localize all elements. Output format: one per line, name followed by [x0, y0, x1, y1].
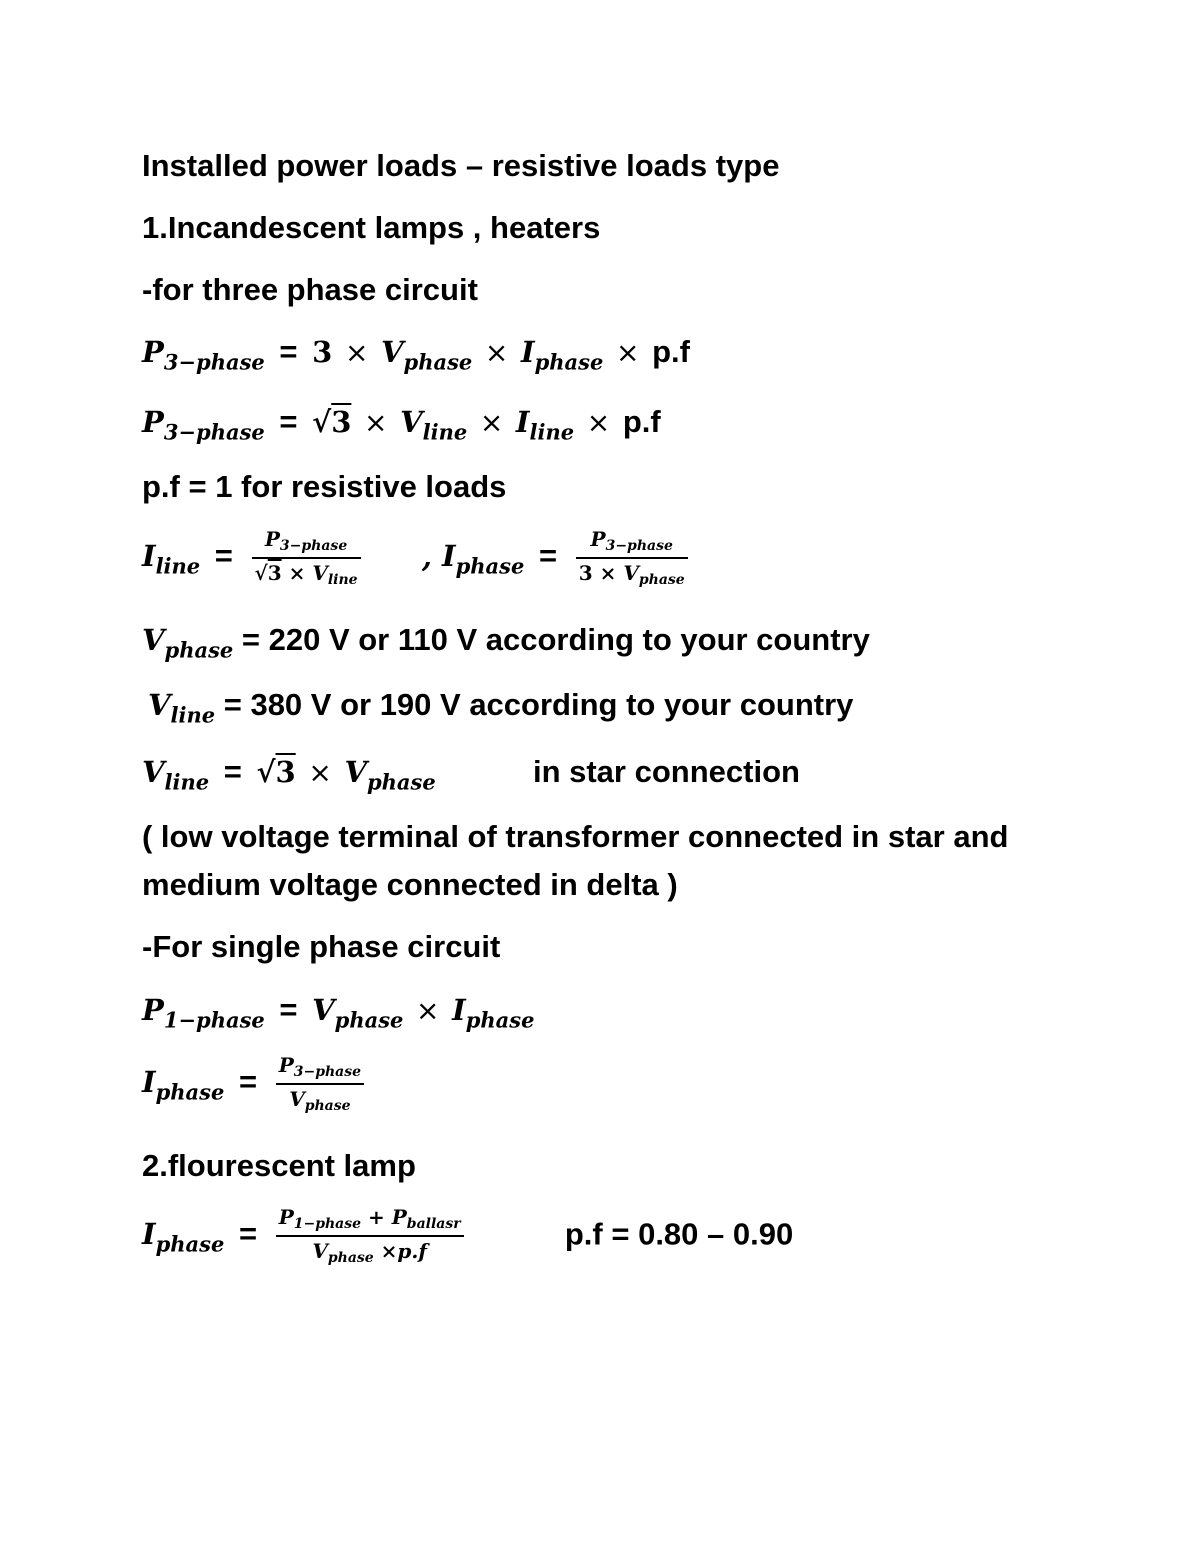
symbol-i-phase: $I_{phase}$ — [442, 539, 525, 579]
separator-comma: , — [421, 539, 443, 574]
times-sign: × — [484, 336, 509, 369]
factor-three: 3 — [312, 335, 333, 369]
fraction-bar — [276, 1083, 364, 1085]
transformer-note-line-2: medium voltage connected in delta ) — [142, 867, 678, 902]
fraction-fluorescent — [276, 1206, 464, 1267]
symbol-v-phase: $V_{phase}$ — [142, 623, 234, 663]
section-2-title: 2.flourescent lamp — [142, 1148, 416, 1183]
fraction-denominator: $3 \times V_{phase}$ — [578, 561, 685, 589]
fraction-numerator: $P_{3-phase}$ — [590, 527, 673, 555]
equation-p3-phase-values — [142, 334, 690, 375]
symbol-i-phase: $I_{phase}$ — [142, 1217, 225, 1257]
fraction-bar — [252, 557, 361, 559]
fraction-denominator: $V_{phase}$ — [289, 1087, 351, 1115]
power-factor-note: p.f = 1 for resistive loads — [142, 469, 507, 504]
line-voltage-line — [148, 687, 854, 728]
equals-sign: = — [238, 1064, 258, 1100]
symbol-v-line: $V_{line}$ — [142, 755, 210, 795]
symbol-p: $P_{3-phase}$ — [142, 405, 265, 445]
times-sign: × — [416, 994, 440, 1027]
sqrt-three: √3 — [256, 755, 296, 789]
equation-p1-phase — [142, 992, 535, 1033]
power-factor-label: p.f — [652, 334, 690, 369]
times-sign: × — [344, 336, 369, 369]
equals-sign: = — [279, 404, 298, 439]
power-factor-range: p.f = 0.80 – 0.90 — [564, 1216, 794, 1252]
symbol-p: $P_{3-phase}$ — [142, 335, 265, 375]
equation-p3-line-values — [142, 404, 661, 445]
symbol-i-phase: $I_{phase}$ — [142, 1065, 225, 1105]
fraction-denominator: $V_{phase} \times p.f$ — [312, 1239, 427, 1267]
line-voltage-text: = 380 V or 190 V according to your country — [223, 687, 854, 722]
phase-voltage-line — [142, 622, 870, 663]
sqrt-three: √3 — [312, 405, 352, 439]
fraction-numerator: $P_{3-phase}$ — [278, 1053, 362, 1081]
equals-sign: = — [538, 538, 558, 574]
symbol-p: $P_{1-phase}$ — [142, 993, 265, 1033]
transformer-note-line-1: ( low voltage terminal of transformer connected in star and — [142, 819, 1009, 854]
equals-sign: = — [214, 538, 233, 574]
times-sign: × — [615, 336, 640, 369]
single-phase-subtitle: -For single phase circuit — [142, 929, 501, 964]
fraction-i-phase-single — [276, 1054, 364, 1115]
times-sign: × — [479, 406, 504, 439]
equals-sign: = — [279, 992, 298, 1027]
star-connection-equation — [142, 754, 800, 795]
symbol-v-phase: $V_{phase}$ — [312, 993, 404, 1033]
phase-voltage-text: = 220 V or 110 V according to your country — [241, 622, 870, 657]
star-connection-note: in star connection — [532, 754, 800, 789]
equals-sign: = — [279, 334, 298, 369]
equals-sign: = — [223, 754, 242, 789]
equation-fluorescent-current — [142, 1206, 793, 1267]
fraction-denominator: $√3 \times V_{line}$ — [254, 561, 358, 589]
equation-current-fractions — [142, 528, 692, 589]
symbol-v-line: $V_{line}$ — [148, 688, 216, 728]
equation-i-phase-single — [142, 1054, 368, 1115]
fraction-numerator: $P_{1-phase} + P_{ballasr}$ — [278, 1205, 461, 1233]
fraction-i-phase — [576, 528, 688, 589]
equals-sign: = — [238, 1216, 258, 1252]
symbol-v-line: $V_{line}$ — [400, 405, 468, 445]
times-sign: × — [308, 756, 332, 789]
power-factor-label: p.f — [622, 404, 661, 439]
symbol-i-line: $I_{line}$ — [515, 405, 575, 445]
three-phase-subtitle: -for three phase circuit — [142, 272, 478, 307]
symbol-v-phase: $V_{phase}$ — [344, 755, 436, 795]
symbol-i-phase: $I_{phase}$ — [521, 335, 604, 375]
section-1-title: 1.Incandescent lamps , heaters — [142, 210, 601, 245]
fraction-numerator: $P_{3-phase}$ — [264, 527, 348, 555]
symbol-v-phase: $V_{phase}$ — [381, 335, 473, 375]
times-sign: × — [586, 406, 611, 439]
fraction-i-line — [252, 528, 361, 589]
page-heading: Installed power loads – resistive loads type — [142, 148, 780, 183]
times-sign: × — [364, 406, 388, 439]
fraction-bar — [576, 557, 688, 559]
symbol-i-phase: $I_{phase}$ — [452, 993, 535, 1033]
fraction-bar — [276, 1235, 464, 1237]
symbol-i-line: $I_{line}$ — [142, 539, 201, 579]
